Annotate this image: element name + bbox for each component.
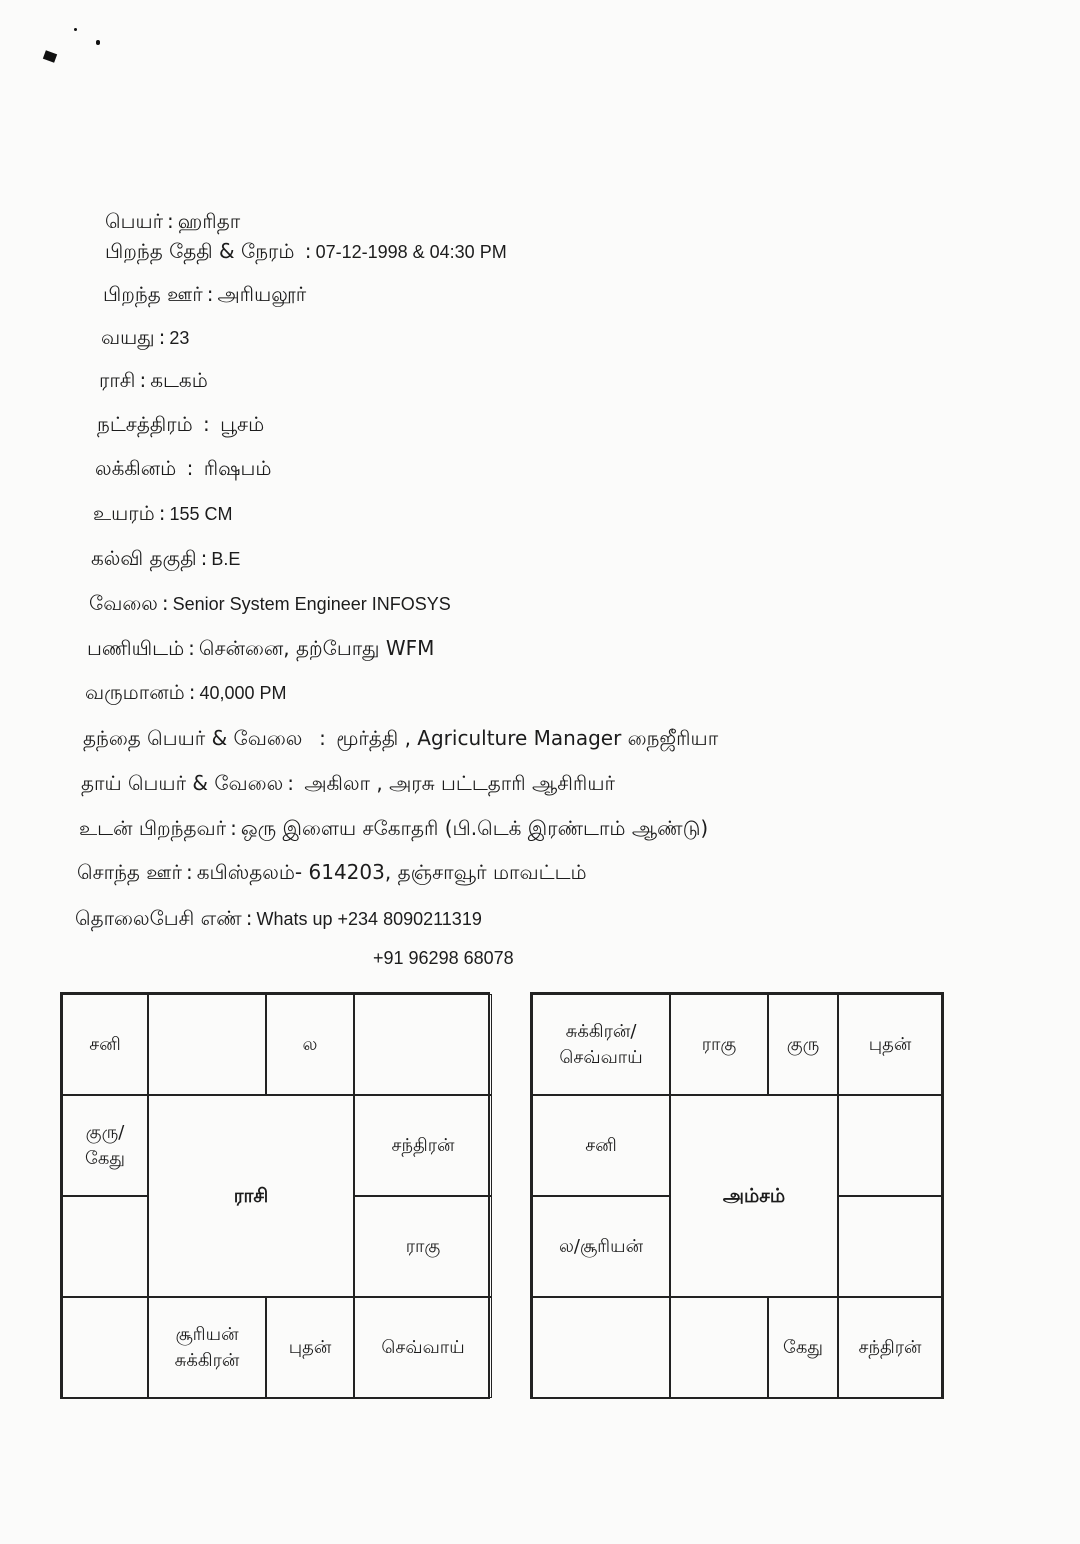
rasi-cell-left-2 (62, 1196, 148, 1297)
ink-dot (96, 40, 100, 45)
detail-work-place: பணியிடம் : சென்னை, தற்போது WFM (87, 636, 435, 660)
rasi-cell-top-2 (148, 994, 266, 1095)
detail-height: உயரம் : 155 CM (93, 501, 233, 525)
rasi-cell-bottom-3: புதன் (266, 1297, 354, 1398)
detail-birth-place: பிறந்த ஊர் : அரியலூர் (103, 282, 307, 306)
amsam-cell-top-4: புதன் (838, 994, 942, 1095)
rasi-cell-left-1: குரு/ கேது (62, 1095, 148, 1196)
rasi-cell-bottom-4: செவ்வாய் (354, 1297, 492, 1398)
detail-name: பெயர் : ஹரிதா (105, 209, 241, 233)
detail-income: வருமானம் : 40,000 PM (85, 680, 287, 704)
rasi-cell-top-3: ல (266, 994, 354, 1095)
detail-age: வயது : 23 (101, 325, 190, 349)
detail-father: தந்தை பெயர் & வேலை : மூர்த்தி , Agriculture Manager நைஜீரியா (83, 726, 719, 750)
amsam-cell-bottom-3: கேது (768, 1297, 838, 1398)
amsam-cell-bottom-2 (670, 1297, 768, 1398)
rasi-cell-right-1: சந்திரன் (354, 1095, 492, 1196)
rasi-cell-top-1: சனி (62, 994, 148, 1095)
rasi-cell-bottom-2: சூரியன் சுக்கிரன் (148, 1297, 266, 1398)
rasi-chart-title: ராசி (148, 1095, 354, 1297)
rasi-cell-top-4 (354, 994, 492, 1095)
detail-native-place: சொந்த ஊர் : கபிஸ்தலம்- 614203, தஞ்சாவூர் மாவட்டம் (77, 860, 587, 884)
amsam-cell-left-1: சனி (532, 1095, 670, 1196)
amsam-cell-right-2 (838, 1196, 942, 1297)
detail-education: கல்வி தகுதி : B.E (91, 546, 241, 570)
amsam-cell-bottom-1 (532, 1297, 670, 1398)
detail-rasi: ராசி : கடகம் (99, 368, 208, 392)
rasi-chart (60, 992, 490, 1399)
amsam-cell-top-2: ராகு (670, 994, 768, 1095)
detail-job: வேலை : Senior System Engineer INFOSYS (89, 591, 451, 615)
amsam-chart-title: அம்சம் (670, 1095, 838, 1297)
detail-star: நட்சத்திரம் : பூசம் (97, 412, 265, 436)
detail-mother: தாய் பெயர் & வேலை : அகிலா , அரசு பட்டதாரி ஆசிரியர் (81, 771, 615, 795)
ink-mark (43, 50, 57, 63)
detail-lagnam: லக்கினம் : ரிஷபம் (95, 456, 272, 480)
detail-phone: தொலைபேசி எண் : Whats up +234 8090211319 (75, 906, 482, 930)
rasi-cell-right-2: ராகு (354, 1196, 492, 1297)
amsam-cell-bottom-4: சந்திரன் (838, 1297, 942, 1398)
phone-secondary: +91 96298 68078 (373, 948, 514, 968)
amsam-cell-right-1 (838, 1095, 942, 1196)
rasi-cell-bottom-1 (62, 1297, 148, 1398)
amsam-cell-top-3: குரு (768, 994, 838, 1095)
ink-dot (74, 28, 77, 31)
detail-siblings: உடன் பிறந்தவர் : ஒரு இளைய சகோதரி (பி.டெக் இரண்டாம் ஆண்டு) (79, 816, 709, 840)
amsam-cell-top-1: சுக்கிரன்/ செவ்வாய் (532, 994, 670, 1095)
amsam-cell-left-2: ல/சூரியன் (532, 1196, 670, 1297)
amsam-chart (530, 992, 944, 1399)
detail-birth-date-time: பிறந்த தேதி & நேரம் : 07-12-1998 & 04:30 PM (105, 239, 507, 263)
